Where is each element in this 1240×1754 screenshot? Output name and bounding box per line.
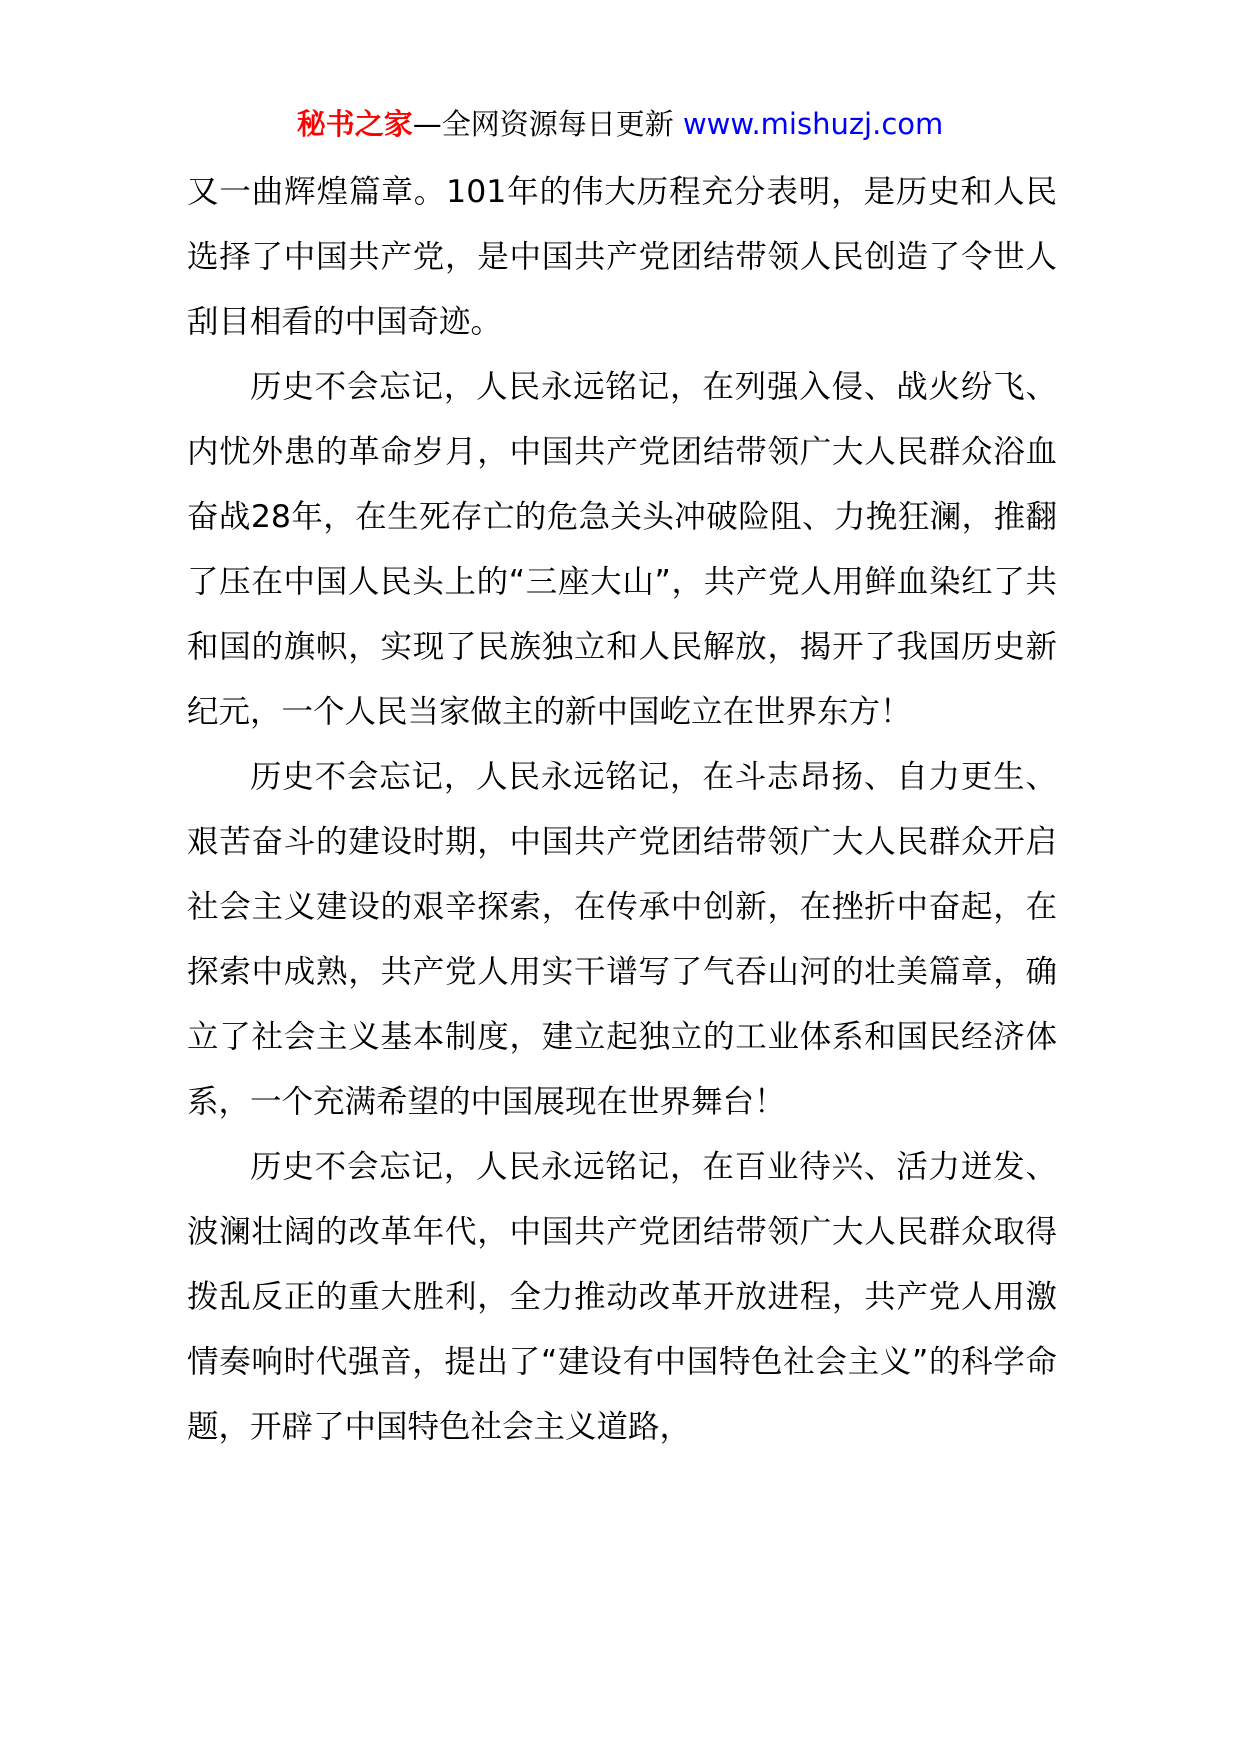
document-body — [187, 160, 1057, 1460]
paragraph-reform-era: 历史不会忘记，人民永远铭记，在百业待兴、活力迸发、波澜壮阔的改革年代，中国共产党团结带领广大人民群众取得拨乱反正的重大胜利，全力推动改革开放进程，共产党人用激情奏响时代强音，提出了“建设有中国特色社会主义”的科学命题，开辟了中国特色社会主义道路， — [187, 1149, 1057, 1445]
paragraph-continuation: 又一曲辉煌篇章。101年的伟大历程充分表明，是历史和人民选择了中国共产党，是中国共产党团结带领人民创造了令世人刮目相看的中国奇迹。 — [187, 174, 1057, 340]
paragraph-revolution-era: 历史不会忘记，人民永远铭记，在列强入侵、战火纷飞、内忧外患的革命岁月，中国共产党团结带领广大人民群众浴血奋战28年，在生死存亡的危急关头冲破险阻、力挽狂澜，推翻了压在中国人民头上的“三座大山”，共产党人用鲜血染红了共和国的旗帜，实现了民族独立和人民解放，揭开了我国历史新纪元，一个人民当家做主的新中国屹立在世界东方！ — [187, 369, 1057, 730]
brand-name: 秘书之家 — [296, 107, 413, 141]
paragraph-construction-era: 历史不会忘记，人民永远铭记，在斗志昂扬、自力更生、艰苦奋斗的建设时期，中国共产党团结带领广大人民群众开启社会主义建设的艰辛探索，在传承中创新，在挫折中奋起，在探索中成熟，共产党人用实干谱写了气吞山河的壮美篇章，确立了社会主义基本制度，建立起独立的工业体系和国民经济体系，一个充满希望的中国展现在世界舞台！ — [187, 759, 1057, 1120]
page-header — [0, 104, 1240, 144]
website-url[interactable]: www.mishuzj.com — [682, 107, 944, 141]
header-tagline: —全网资源每日更新 — [412, 107, 683, 141]
